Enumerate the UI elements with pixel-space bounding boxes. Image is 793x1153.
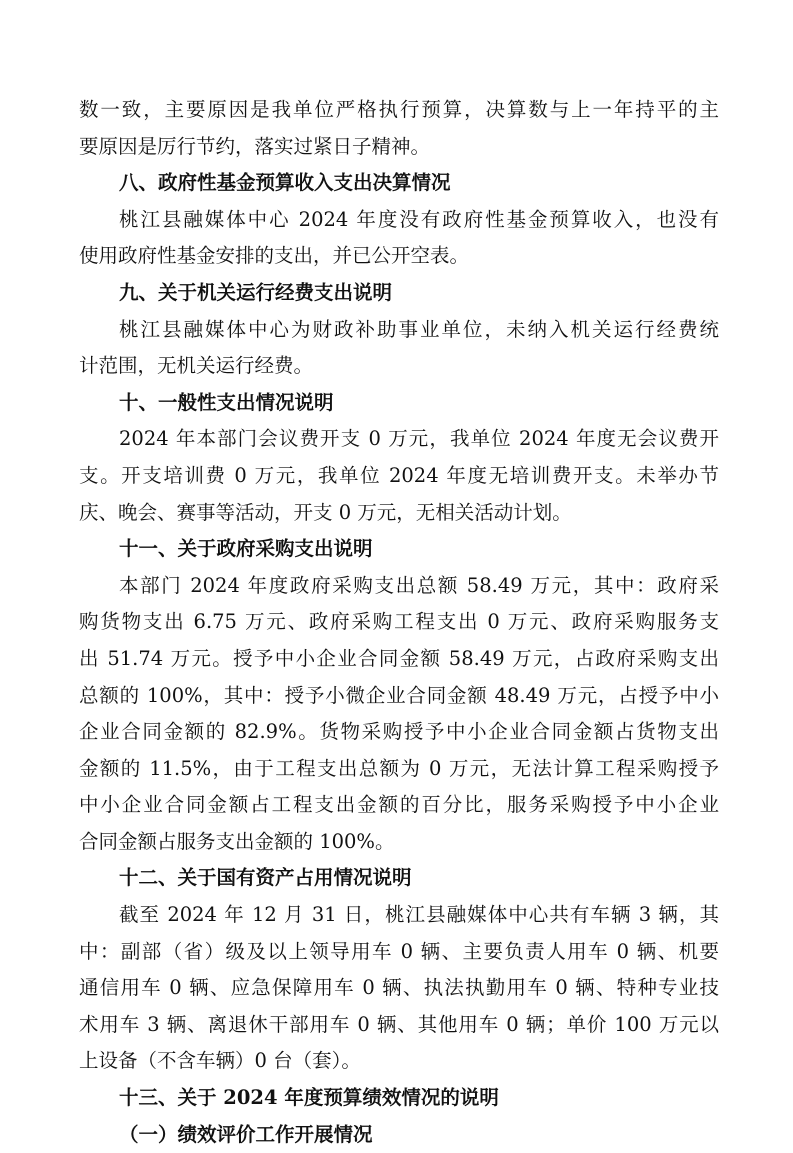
section-heading-9: 九、关于机关运行经费支出说明 [119, 280, 393, 304]
subsection-heading: （一）绩效评价工作开展情况 [119, 1122, 373, 1146]
paragraph-line: 使用政府性基金安排的支出，并已公开空表。 [79, 244, 470, 268]
paragraph-line: 桃江县融媒体中心为财政补助事业单位，未纳入机关运行经费统 [119, 317, 719, 341]
paragraph-line: 2024 年本部门会议费开支 0 万元，我单位 2024 年度无会议费开 [119, 427, 719, 451]
section-heading-10: 十、一般性支出情况说明 [119, 390, 334, 414]
section-heading-8: 八、政府性基金预算收入支出决算情况 [119, 171, 451, 195]
paragraph-line: 通信用车 0 辆、应急保障用车 0 辆、执法执勤用车 0 辆、特种专业技 [79, 976, 719, 1000]
paragraph-line: 企业合同金额的 82.9%。货物采购授予中小企业合同金额占货物支出 [79, 720, 719, 744]
paragraph-line: 上设备（不含车辆）0 台（套）。 [79, 1049, 361, 1073]
paragraph-line: 购货物支出 6.75 万元、政府采购工程支出 0 万元、政府采购服务支 [79, 610, 719, 634]
paragraph-line: 中：副部（省）级及以上领导用车 0 辆、主要负责人用车 0 辆、机要 [79, 939, 719, 963]
paragraph-line: 截至 2024 年 12 月 31 日，桃江县融媒体中心共有车辆 3 辆，其 [119, 903, 719, 927]
paragraph-line: 合同金额占服务支出金额的 100%。 [79, 829, 395, 853]
paragraph-line: 金额的 11.5%，由于工程支出总额为 0 万元，无法计算工程采购授予 [79, 756, 719, 780]
paragraph-line: 桃江县融媒体中心 2024 年度没有政府性基金预算收入，也没有 [119, 207, 719, 231]
paragraph-line: 本部门 2024 年度政府采购支出总额 58.49 万元，其中：政府采 [119, 573, 719, 597]
section-heading-12: 十二、关于国有资产占用情况说明 [119, 866, 412, 890]
document-page [79, 92, 719, 1153]
paragraph-line: 庆、晚会、赛事等活动，开支 0 万元，无相关活动计划。 [79, 500, 572, 524]
paragraph-line: 数一致，主要原因是我单位严格执行预算，决算数与上一年持平的主 [79, 98, 719, 121]
paragraph-line: 总额的 100%，其中：授予小微企业合同金额 48.49 万元，占授予中小 [79, 683, 719, 707]
section-heading-13: 十三、关于 2024 年度预算绩效情况的说明 [119, 1086, 499, 1110]
paragraph-line: 中小企业合同金额占工程支出金额的百分比，服务采购授予中小企业 [79, 793, 719, 817]
paragraph-line: 支。开支培训费 0 万元，我单位 2024 年度无培训费开支。未举办节 [79, 463, 719, 487]
paragraph-line: 术用车 3 辆、离退休干部用车 0 辆、其他用车 0 辆；单价 100 万元以 [79, 1012, 719, 1036]
paragraph-line: 要原因是厉行节约，落实过紧日子精神。 [79, 134, 431, 158]
paragraph-line: 计范围，无机关运行经费。 [79, 354, 314, 378]
paragraph-line: 出 51.74 万元。授予中小企业合同金额 58.49 万元，占政府采购支出 [79, 646, 719, 670]
section-heading-11: 十一、关于政府采购支出说明 [119, 537, 373, 561]
